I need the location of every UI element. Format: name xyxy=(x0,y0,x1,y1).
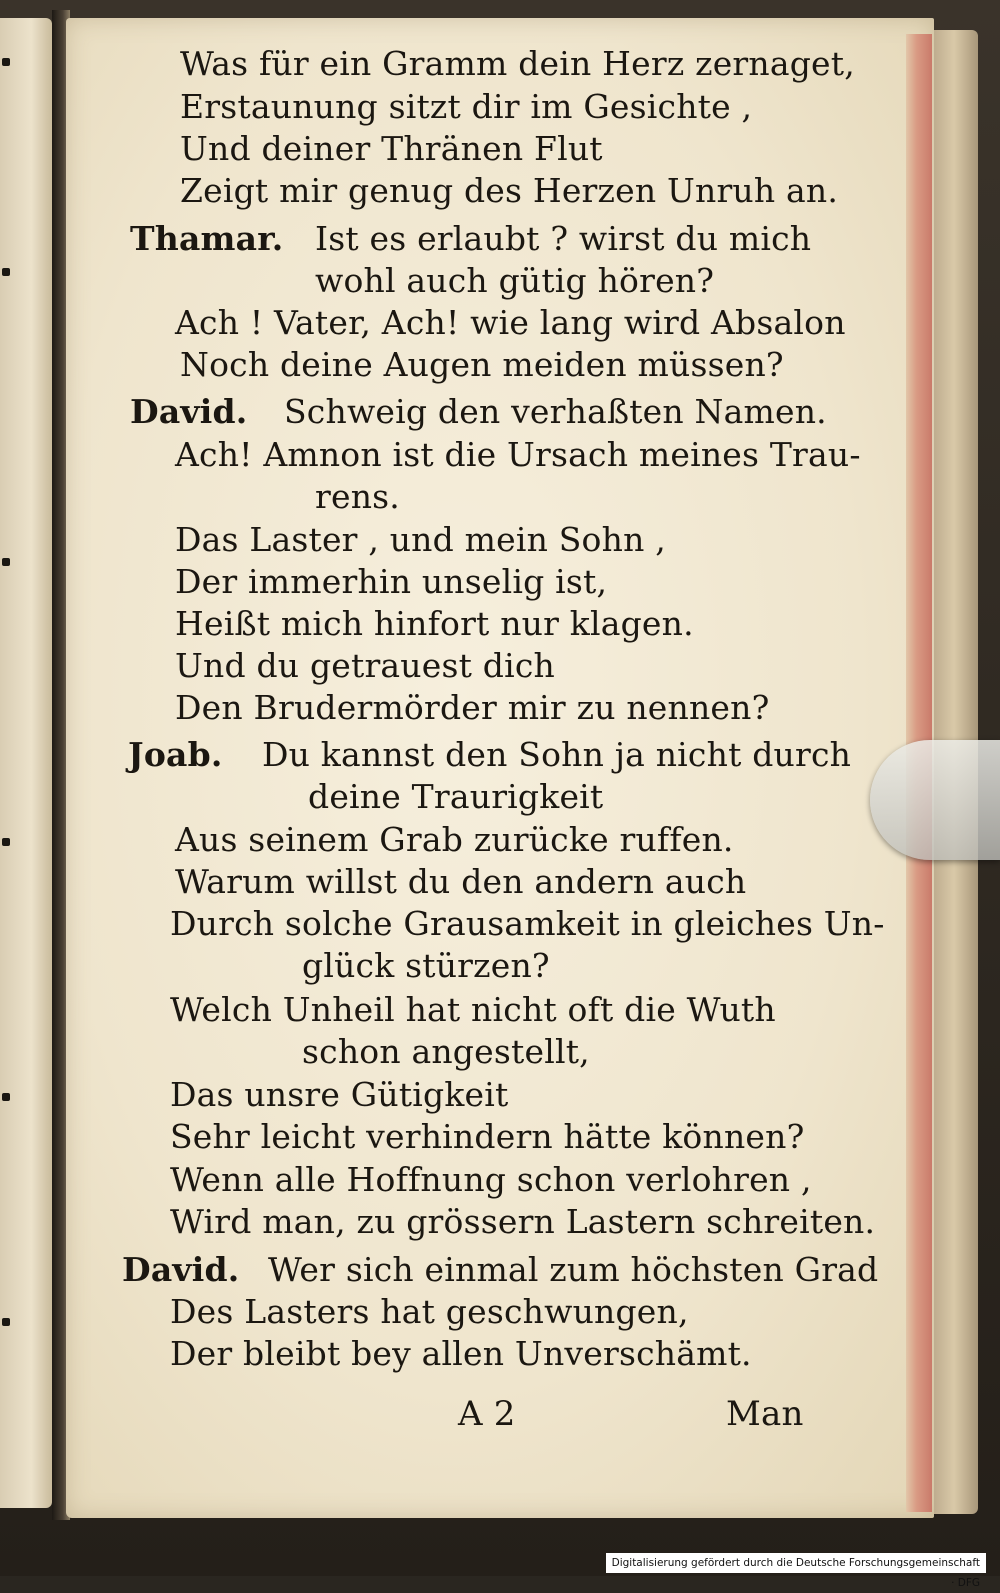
text-line: Den Brudermörder mir zu nennen? xyxy=(175,688,770,727)
text-line: deine Traurigkeit xyxy=(308,777,604,816)
text-line: Sehr leicht verhindern hätte können? xyxy=(170,1117,805,1156)
speaker-name: David. xyxy=(122,1250,240,1289)
signature-mark: A 2 xyxy=(458,1394,516,1434)
text-line: Du kannst den Sohn ja nicht durch xyxy=(262,735,852,774)
text-line: Was für ein Gramm dein Herz zernaget, xyxy=(180,44,855,83)
text-line: Und du getrauest dich xyxy=(175,646,555,685)
speaker-name: Thamar. xyxy=(130,219,284,258)
text-line: Der immerhin unselig ist, xyxy=(175,562,608,601)
text-line: Aus seinem Grab zurücke ruffen. xyxy=(175,820,734,859)
speaker-name: David. xyxy=(130,392,248,431)
text-line: schon angestellt, xyxy=(302,1032,590,1071)
text-line: rens. xyxy=(315,477,400,516)
text-line: Ach ! Vater, Ach! wie lang wird Absalon xyxy=(175,303,846,342)
text-line: Das unsre Gütigkeit xyxy=(170,1075,509,1114)
text-line: Zeigt mir genug des Herzen Unruh an. xyxy=(180,171,839,210)
text-line: Welch Unheil hat nicht oft die Wuth xyxy=(170,990,776,1029)
text-line: Der bleibt bey allen Unverschämt. xyxy=(170,1334,752,1373)
text-line: Schweig den verhaßten Namen. xyxy=(284,392,827,431)
speaker-name: Joab. xyxy=(128,735,223,774)
text-line: Wird man, zu grössern Lastern schreiten. xyxy=(170,1202,876,1241)
dfg-credit-bar: Digitalisierung gefördert durch die Deutsche Forschungsgemeinschaft · DFG xyxy=(606,1553,986,1573)
text-line: Das Laster , und mein Sohn , xyxy=(175,520,666,559)
catchword: Man xyxy=(726,1394,804,1434)
text-line: glück stürzen? xyxy=(302,946,550,985)
text-line: Des Lasters hat geschwungen, xyxy=(170,1292,689,1331)
text-line: Heißt mich hinfort nur klagen. xyxy=(175,604,694,643)
text-line: Noch deine Augen meiden müssen? xyxy=(180,345,784,384)
text-line: wohl auch gütig hören? xyxy=(315,261,715,300)
text-line: Wenn alle Hoffnung schon verlohren , xyxy=(170,1160,812,1199)
text-line: Ach! Amnon ist die Ursach meines Trau- xyxy=(175,435,861,474)
text-line: Wer sich einmal zum höchsten Grad xyxy=(268,1250,879,1289)
text-line: Und deiner Thränen Flut xyxy=(180,129,603,168)
text-line: Erstaunung sitzt dir im Gesichte , xyxy=(180,87,753,126)
text-line: Ist es erlaubt ? wirst du mich xyxy=(315,219,812,258)
text-line: Warum willst du den andern auch xyxy=(175,862,747,901)
text-line: Durch solche Grausamkeit in gleiches Un- xyxy=(170,904,885,943)
